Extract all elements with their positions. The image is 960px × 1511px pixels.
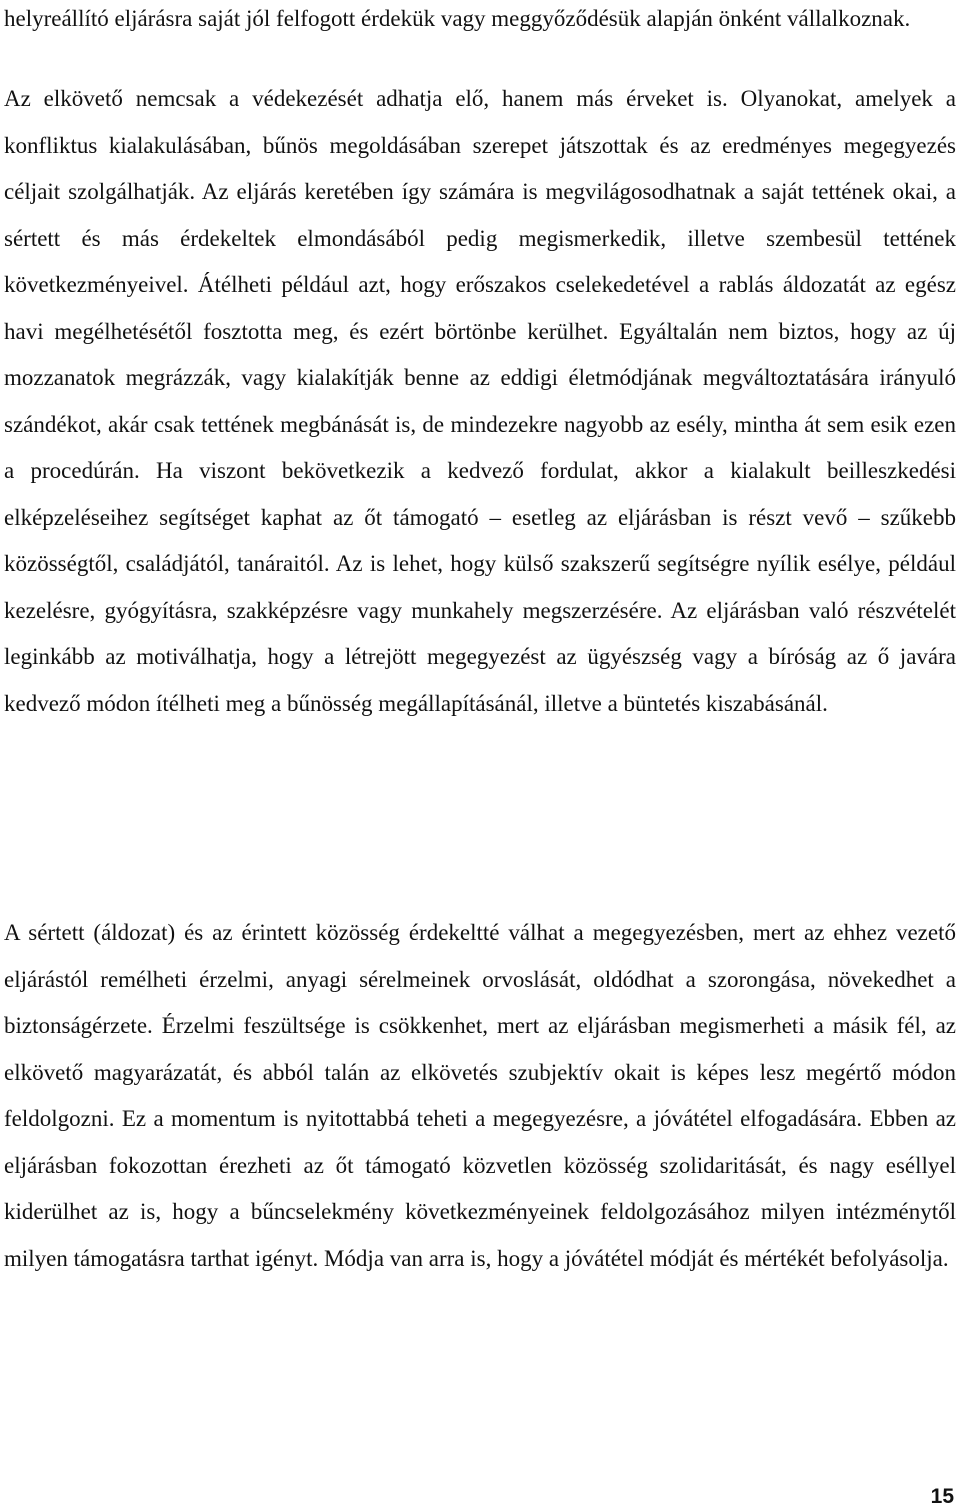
page-number: 15: [930, 1485, 954, 1508]
paragraph-offender: Az elkövető nemcsak a védekezését adhatja elő, hanem más érveket is. Olyanokat, amelyek a konfliktus kialakulásában, bűnös megoldásában szerepet játszottak és az eredményes megegyezés céljait szolgálhatják. Az eljárás keretében így számára is megvilágosodhatnak a saját tettének okai, a sértett és más érdekeltek elmondásából pedig megismerkedik, illetve szembesül tettének következményeivel. Átélheti például azt, hogy erőszakos cselekedetével a rablás áldozatát az egész havi megélhetésétől fosztotta meg, és ezért börtönbe kerülhet. Egyáltalán nem biztos, hogy az új mozzanatok megrázzák, vagy kialakítják benne az eddigi életmódjának megváltoztatására irányuló szándékot, akár csak tettének megbánását is, de mindezekre nagyobb az esély, mintha át sem esik ezen a procedúrán. Ha viszont bekövetkezik a kedvező fordulat, akkor a kialakult beilleszkedési elképzeléseihez segítséget kaphat az őt támogató – esetleg az eljárásban is részt vevő – szűkebb közösségtől, családjától, tanáraitól. Az is lehet, hogy külső szakszerű segítségre nyílik esélye, például kezelésre, gyógyításra, szakképzésre vagy munkahely megszerzésére. Az eljárásban való részvételét leginkább az motiválhatja, hogy a létrejött megegyezést az ügyészség vagy a bíróság az ő javára kedvező módon ítélheti meg a bűnösség megállapításánál, illetve a büntetés kiszabásánál.: [4, 86, 956, 716]
paragraph-victim: A sértett (áldozat) és az érintett közösség érdekeltté válhat a megegyezésben, mert az ehhez vezető eljárástól remélheti érzelmi, anyagi sérelmeinek orvoslását, oldódhat a szorongása, növekedhet a biztonságérzete. Érzelmi feszültsége is csökkenhet, mert az eljárásban megismerheti a másik fél, az elkövető magyarázatát, és abból talán az elkövetés szubjektív okait is képes lesz megértő módon feldolgozni. Ez a momentum is nyitottabbá teheti a megegyezésre, a jóvátétel elfogadására. Ebben az eljárásban fokozottan érezheti az őt támogató közvetlen közösség szolidaritását, és nagy eséllyel kiderülhet az is, hogy a bűncselekmény következményeinek feldolgozásához milyen intézménytől milyen támogatásra tarthat igényt. Módja van arra is, hogy a jóvátétel módját és mértékét befolyásolja.: [4, 920, 956, 1271]
paragraph-continuation: helyreállító eljárásra saját jól felfogott érdekük vagy meggyőződésük alapján önként vállalkoznak.: [4, 6, 911, 31]
